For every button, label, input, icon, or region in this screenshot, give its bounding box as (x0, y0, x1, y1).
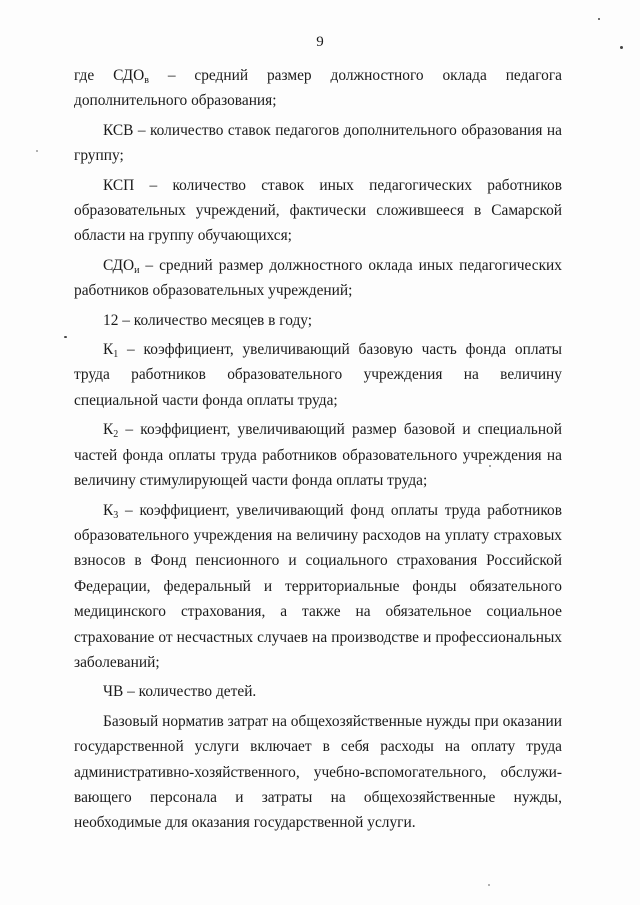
paragraph-sdo-v: где $СДО_в$ – средний размер должностного оклада педагога дополнительного образования; (74, 67, 562, 110)
paragraph-sdo-i: $СДО_и$ – средний размер должностного оклада иных педагогических работников образовательных учреждений; (74, 256, 562, 300)
paragraph-base: Базовый норматив затрат на общехозяйственные нужды при оказании государственной услуги включает в себя расходы на оплату труда административно-хозяйственного, учебно-вспомогательного, обслужи-вающего персонала и затраты на общехозяйственные нужды, необходимые для оказания государственной услуги. (74, 712, 562, 832)
paragraph-k2: $К_2$ – коэффициент, увеличивающий размер базовой и специальной частей фонда оплаты труда работников образовательного учреждения на величину стимулирующей части фонда оплаты труда; (74, 421, 562, 490)
scan-speck (598, 18, 600, 20)
paragraph-k1: $К_1$ – коэффициент, увеличивающий базовую часть фонда оплаты труда работников образовательного учреждения на величину специальной части фонда оплаты труда; (74, 341, 562, 409)
scan-speck (489, 465, 491, 467)
document-body (74, 63, 562, 840)
page-number: 9 (316, 34, 324, 50)
scan-speck (620, 46, 623, 49)
scan-speck (36, 150, 38, 152)
paragraph-chv: ЧВ – количество детей. (103, 683, 257, 701)
scan-speck (64, 336, 67, 338)
paragraph-k3: $К_3$ – коэффициент, увеличивающий фонд оплаты труда работников образовательного учреждения на величину расходов на уплату страховых взносов в Фонд пенсионного и социального страхования Российской Федерации, федеральный и территориальные фонды обязательного медицинского страхования, а также на обязательное социальное страхование от несчастных случаев на производстве и профессиональных заболеваний; (74, 501, 562, 671)
paragraph-months: 12 – количество месяцев в году; (103, 311, 313, 329)
paragraph-ksv: КСВ – количество ставок педагогов дополнительного образования на группу; (74, 121, 562, 165)
scan-speck (488, 884, 490, 886)
paragraph-ksp: КСП – количество ставок иных педагогических работников образовательных учреждений, фактически сложившееся в Самарской области на группу обучающихся; (74, 176, 562, 245)
